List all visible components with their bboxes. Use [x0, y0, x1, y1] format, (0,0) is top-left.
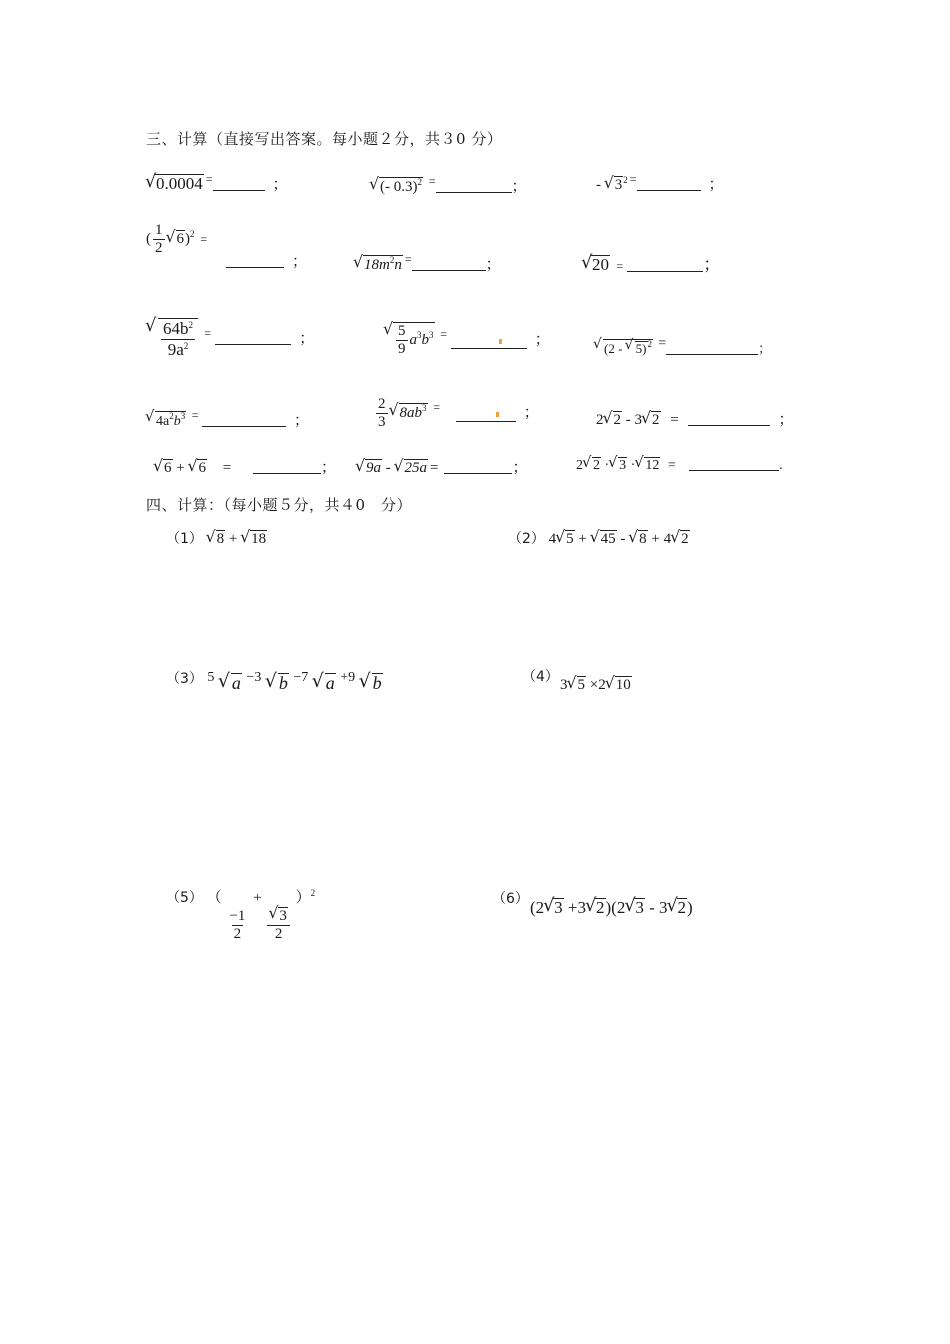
answer-blank[interactable]: [688, 411, 770, 426]
item-sqrt-4a2b3: √ $4a^2b^3$ = ；: [146, 408, 309, 430]
problem-5: （5） （ $\frac{-1}{2}$ + √ $\frac{3}{2}$ ）$^2$: [166, 886, 315, 944]
answer-blank[interactable]: [202, 412, 286, 427]
item-sqrt-20: √ 20 = ；: [582, 250, 720, 275]
item-sqrt-2-minus-sqrt5-sq: √ (2 - √ 5)$^2$ = ；: [594, 336, 771, 357]
item-sqrt-64b2-over-9a2: √ $\frac{64b^2}{9a^2}$ = ；: [146, 318, 314, 359]
section3-heading: 三、计算（直接写出答案。每小题２分，共３0 分）: [146, 130, 503, 148]
answer-blank[interactable]: [627, 257, 703, 272]
problem-6-label: （6）: [492, 891, 529, 907]
item-2sqrt2-sqrt3-sqrt12: 2√ 2 ·√ 3 ·√ 12 = .: [576, 456, 783, 474]
item-2-3-sqrt-8ab3: $\frac{2}{3}$ √ $8ab^3$ = ；: [374, 396, 539, 432]
problem-3: $^{(3)}$ $^5$ √ a $^{-3}$ √ b $^{-7}$ √ a $^{+9}$ √ b: [166, 668, 383, 694]
orange-mark: [499, 339, 502, 344]
orange-mark: [496, 412, 499, 417]
answer-blank[interactable]: [436, 178, 512, 193]
answer-blank[interactable]: [412, 256, 486, 271]
answer-blank[interactable]: [215, 330, 291, 345]
item-sqrt6-plus-sqrt6: √ 6 + √ 6 = ；: [154, 456, 336, 477]
item-2sqrt2-minus-3sqrt2: 2√ 2 - 3√ 2 = ；: [596, 408, 793, 429]
item-sqrt-neg-0.3-sq: √ (- 0.3)$^2$ = ；: [370, 174, 527, 196]
item-sqrt9a-minus-sqrt25a: √ 9a - √ 25a = ；: [356, 456, 527, 477]
item-sqrt-18m2n: √ $18m^2n$ = ；: [354, 252, 501, 274]
problem-1: （1） √ 8 + √ 18: [166, 528, 267, 548]
answer-blank[interactable]: [456, 407, 516, 422]
answer-blank[interactable]: [213, 176, 265, 191]
item-sqrt-5-9-a3b3: √ $\frac{5}{9}$ $a^3b^3$ = ；: [384, 322, 550, 359]
answer-blank[interactable]: [444, 459, 512, 474]
answer-blank[interactable]: [253, 459, 321, 474]
answer-blank[interactable]: [451, 334, 527, 349]
problem-4-label: （4）: [522, 669, 559, 685]
answer-blank[interactable]: [226, 253, 284, 268]
answer-blank[interactable]: [637, 176, 701, 191]
answer-blank[interactable]: [666, 340, 758, 355]
problem-2: （2） 4√ 5 + √ 45 - √ 8 + 4√ 2: [508, 528, 690, 548]
problem-4: 3√ 5 ×2√ 10: [560, 676, 632, 694]
item-neg-sqrt-3-sq: - √ $3^2$ = ；: [596, 172, 724, 194]
section4-heading: 四、计算：（每小题５分，共４0 分）: [146, 496, 413, 514]
item-sqrt-0.0004: √ 0.0004 = ；: [146, 172, 288, 194]
item-half-sqrt6-sq: ( $\frac{1}{2}$ √ 6)$^2$ =: [146, 222, 207, 258]
answer-blank[interactable]: [689, 456, 779, 471]
problem-6: (2√ 3 +3√ 2)(2√ 3 - 3√ 2): [530, 898, 693, 918]
item-half-sqrt6-answer: ；: [226, 250, 307, 271]
